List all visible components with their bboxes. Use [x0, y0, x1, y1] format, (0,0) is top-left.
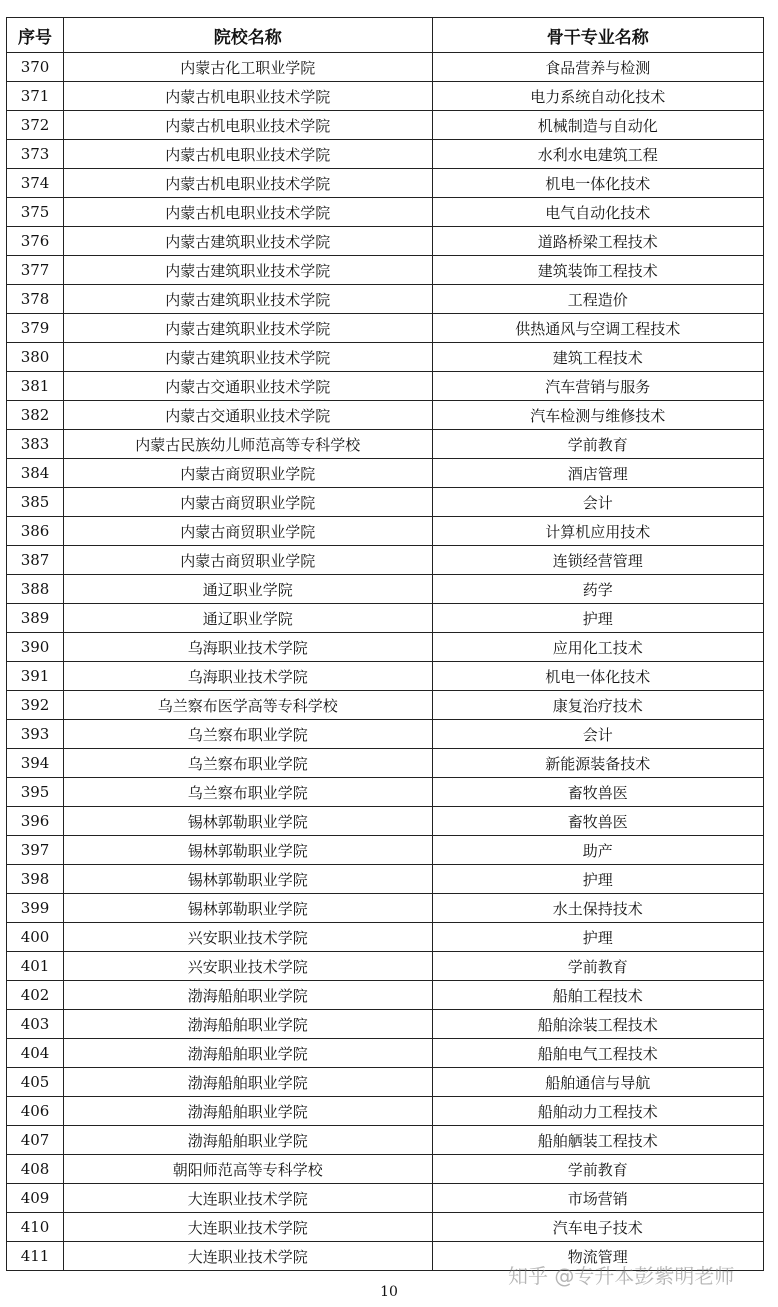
- table-row: [7, 459, 764, 488]
- school-name-cell: 渤海船舶职业学院: [64, 1097, 432, 1126]
- major-name-cell: 食品营养与检测: [432, 53, 763, 82]
- table-body: [7, 53, 764, 1271]
- major-name-cell: 船舶动力工程技术: [432, 1097, 763, 1126]
- school-name-cell: 渤海船舶职业学院: [64, 1126, 432, 1155]
- serial-number-cell: 374: [7, 169, 64, 198]
- major-name-cell: 护理: [432, 604, 763, 633]
- serial-number-cell: 396: [7, 807, 64, 836]
- serial-number-cell: 384: [7, 459, 64, 488]
- table-row: [7, 749, 764, 778]
- school-name-cell: 乌兰察布职业学院: [64, 778, 432, 807]
- serial-number-cell: 377: [7, 256, 64, 285]
- table-row: [7, 372, 764, 401]
- school-name-cell: 朝阳师范高等专科学校: [64, 1155, 432, 1184]
- school-name-cell: 内蒙古交通职业技术学院: [64, 401, 432, 430]
- serial-number-cell: 371: [7, 82, 64, 111]
- major-name-cell: 学前教育: [432, 430, 763, 459]
- major-name-cell: 建筑装饰工程技术: [432, 256, 763, 285]
- table-row: [7, 1126, 764, 1155]
- table-row: [7, 894, 764, 923]
- school-name-cell: 通辽职业学院: [64, 575, 432, 604]
- serial-number-cell: 406: [7, 1097, 64, 1126]
- serial-number-cell: 402: [7, 981, 64, 1010]
- table-row: [7, 633, 764, 662]
- school-name-cell: 乌兰察布医学高等专科学校: [64, 691, 432, 720]
- table-row: [7, 836, 764, 865]
- serial-number-cell: 390: [7, 633, 64, 662]
- serial-number-cell: 398: [7, 865, 64, 894]
- school-name-cell: 内蒙古建筑职业技术学院: [64, 285, 432, 314]
- table-row: [7, 981, 764, 1010]
- table-row: [7, 807, 764, 836]
- table-row: [7, 285, 764, 314]
- school-name-cell: 锡林郭勒职业学院: [64, 836, 432, 865]
- school-name-cell: 内蒙古机电职业技术学院: [64, 82, 432, 111]
- serial-number-cell: 376: [7, 227, 64, 256]
- table-row: [7, 401, 764, 430]
- table-row: [7, 140, 764, 169]
- school-name-cell: 内蒙古化工职业学院: [64, 53, 432, 82]
- major-name-cell: 计算机应用技术: [432, 517, 763, 546]
- table-header: [7, 18, 764, 53]
- school-name-cell: 乌兰察布职业学院: [64, 749, 432, 778]
- table-row: [7, 720, 764, 749]
- major-name-cell: 船舶涂装工程技术: [432, 1010, 763, 1039]
- major-name-cell: 电力系统自动化技术: [432, 82, 763, 111]
- header-serial-number: 序号: [7, 18, 64, 53]
- serial-number-cell: 400: [7, 923, 64, 952]
- school-name-cell: 渤海船舶职业学院: [64, 1068, 432, 1097]
- major-name-cell: 助产: [432, 836, 763, 865]
- school-name-cell: 乌海职业技术学院: [64, 662, 432, 691]
- header-school-name: 院校名称: [64, 18, 432, 53]
- major-name-cell: 学前教育: [432, 1155, 763, 1184]
- serial-number-cell: 385: [7, 488, 64, 517]
- major-name-cell: 畜牧兽医: [432, 778, 763, 807]
- serial-number-cell: 408: [7, 1155, 64, 1184]
- table-row: [7, 691, 764, 720]
- major-name-cell: 酒店管理: [432, 459, 763, 488]
- serial-number-cell: 409: [7, 1184, 64, 1213]
- serial-number-cell: 391: [7, 662, 64, 691]
- major-name-cell: 畜牧兽医: [432, 807, 763, 836]
- major-name-cell: 市场营销: [432, 1184, 763, 1213]
- serial-number-cell: 386: [7, 517, 64, 546]
- major-name-cell: 道路桥梁工程技术: [432, 227, 763, 256]
- major-name-cell: 水土保持技术: [432, 894, 763, 923]
- major-name-cell: 工程造价: [432, 285, 763, 314]
- table-row: [7, 923, 764, 952]
- major-name-cell: 学前教育: [432, 952, 763, 981]
- table-row: [7, 111, 764, 140]
- table-row: [7, 82, 764, 111]
- serial-number-cell: 392: [7, 691, 64, 720]
- major-name-cell: 机电一体化技术: [432, 662, 763, 691]
- table-row: [7, 1068, 764, 1097]
- school-name-cell: 渤海船舶职业学院: [64, 981, 432, 1010]
- serial-number-cell: 372: [7, 111, 64, 140]
- serial-number-cell: 389: [7, 604, 64, 633]
- school-name-cell: 内蒙古建筑职业技术学院: [64, 227, 432, 256]
- majors-table: [6, 17, 764, 1271]
- school-name-cell: 乌兰察布职业学院: [64, 720, 432, 749]
- school-name-cell: 渤海船舶职业学院: [64, 1010, 432, 1039]
- table-row: [7, 865, 764, 894]
- major-name-cell: 建筑工程技术: [432, 343, 763, 372]
- table-row: [7, 198, 764, 227]
- major-name-cell: 供热通风与空调工程技术: [432, 314, 763, 343]
- table-row: [7, 430, 764, 459]
- table-row: [7, 1213, 764, 1242]
- school-name-cell: 内蒙古商贸职业学院: [64, 546, 432, 575]
- school-name-cell: 锡林郭勒职业学院: [64, 894, 432, 923]
- major-name-cell: 新能源装备技术: [432, 749, 763, 778]
- table-row: [7, 227, 764, 256]
- serial-number-cell: 382: [7, 401, 64, 430]
- serial-number-cell: 407: [7, 1126, 64, 1155]
- major-name-cell: 电气自动化技术: [432, 198, 763, 227]
- major-name-cell: 船舶舾装工程技术: [432, 1126, 763, 1155]
- serial-number-cell: 388: [7, 575, 64, 604]
- major-name-cell: 药学: [432, 575, 763, 604]
- major-name-cell: 护理: [432, 865, 763, 894]
- major-name-cell: 汽车电子技术: [432, 1213, 763, 1242]
- table-row: [7, 1039, 764, 1068]
- serial-number-cell: 394: [7, 749, 64, 778]
- table-row: [7, 169, 764, 198]
- school-name-cell: 内蒙古商贸职业学院: [64, 488, 432, 517]
- table-row: [7, 662, 764, 691]
- major-name-cell: 应用化工技术: [432, 633, 763, 662]
- serial-number-cell: 380: [7, 343, 64, 372]
- table-row: [7, 778, 764, 807]
- serial-number-cell: 370: [7, 53, 64, 82]
- table-row: [7, 1155, 764, 1184]
- school-name-cell: 大连职业技术学院: [64, 1184, 432, 1213]
- header-major-name: 骨干专业名称: [432, 18, 763, 53]
- major-name-cell: 会计: [432, 488, 763, 517]
- table-row: [7, 546, 764, 575]
- serial-number-cell: 403: [7, 1010, 64, 1039]
- school-name-cell: 兴安职业技术学院: [64, 923, 432, 952]
- serial-number-cell: 375: [7, 198, 64, 227]
- school-name-cell: 乌海职业技术学院: [64, 633, 432, 662]
- school-name-cell: 内蒙古商贸职业学院: [64, 459, 432, 488]
- school-name-cell: 内蒙古建筑职业技术学院: [64, 343, 432, 372]
- school-name-cell: 内蒙古建筑职业技术学院: [64, 314, 432, 343]
- school-name-cell: 通辽职业学院: [64, 604, 432, 633]
- watermark: 知乎 @专升本彭紫明老师: [508, 1264, 735, 1288]
- serial-number-cell: 401: [7, 952, 64, 981]
- major-name-cell: 康复治疗技术: [432, 691, 763, 720]
- major-name-cell: 机电一体化技术: [432, 169, 763, 198]
- table-row: [7, 517, 764, 546]
- major-name-cell: 船舶通信与导航: [432, 1068, 763, 1097]
- table-row: [7, 53, 764, 82]
- major-name-cell: 船舶电气工程技术: [432, 1039, 763, 1068]
- table-row: [7, 488, 764, 517]
- major-name-cell: 物流管理: [432, 1242, 763, 1271]
- school-name-cell: 大连职业技术学院: [64, 1242, 432, 1271]
- school-name-cell: 大连职业技术学院: [64, 1213, 432, 1242]
- table-row: [7, 952, 764, 981]
- major-name-cell: 会计: [432, 720, 763, 749]
- major-name-cell: 连锁经营管理: [432, 546, 763, 575]
- serial-number-cell: 393: [7, 720, 64, 749]
- major-name-cell: 机械制造与自动化: [432, 111, 763, 140]
- school-name-cell: 渤海船舶职业学院: [64, 1039, 432, 1068]
- school-name-cell: 内蒙古机电职业技术学院: [64, 111, 432, 140]
- school-name-cell: 锡林郭勒职业学院: [64, 865, 432, 894]
- serial-number-cell: 399: [7, 894, 64, 923]
- header-row: [7, 18, 764, 53]
- serial-number-cell: 379: [7, 314, 64, 343]
- school-name-cell: 内蒙古建筑职业技术学院: [64, 256, 432, 285]
- school-name-cell: 内蒙古机电职业技术学院: [64, 140, 432, 169]
- school-name-cell: 内蒙古机电职业技术学院: [64, 198, 432, 227]
- table-row: [7, 575, 764, 604]
- major-name-cell: 水利水电建筑工程: [432, 140, 763, 169]
- school-name-cell: 内蒙古机电职业技术学院: [64, 169, 432, 198]
- serial-number-cell: 373: [7, 140, 64, 169]
- school-name-cell: 内蒙古民族幼儿师范高等专科学校: [64, 430, 432, 459]
- major-name-cell: 汽车检测与维修技术: [432, 401, 763, 430]
- serial-number-cell: 395: [7, 778, 64, 807]
- serial-number-cell: 383: [7, 430, 64, 459]
- serial-number-cell: 410: [7, 1213, 64, 1242]
- serial-number-cell: 404: [7, 1039, 64, 1068]
- major-name-cell: 护理: [432, 923, 763, 952]
- table-row: [7, 1097, 764, 1126]
- school-name-cell: 锡林郭勒职业学院: [64, 807, 432, 836]
- table-row: [7, 604, 764, 633]
- school-name-cell: 内蒙古交通职业技术学院: [64, 372, 432, 401]
- serial-number-cell: 405: [7, 1068, 64, 1097]
- major-name-cell: 船舶工程技术: [432, 981, 763, 1010]
- table-row: [7, 1184, 764, 1213]
- serial-number-cell: 411: [7, 1242, 64, 1271]
- major-name-cell: 汽车营销与服务: [432, 372, 763, 401]
- table-row: [7, 256, 764, 285]
- serial-number-cell: 381: [7, 372, 64, 401]
- school-name-cell: 内蒙古商贸职业学院: [64, 517, 432, 546]
- table-row: [7, 314, 764, 343]
- school-name-cell: 兴安职业技术学院: [64, 952, 432, 981]
- table-row: [7, 1010, 764, 1039]
- serial-number-cell: 387: [7, 546, 64, 575]
- table-row: [7, 343, 764, 372]
- serial-number-cell: 378: [7, 285, 64, 314]
- page-number: 10: [380, 1284, 398, 1300]
- serial-number-cell: 397: [7, 836, 64, 865]
